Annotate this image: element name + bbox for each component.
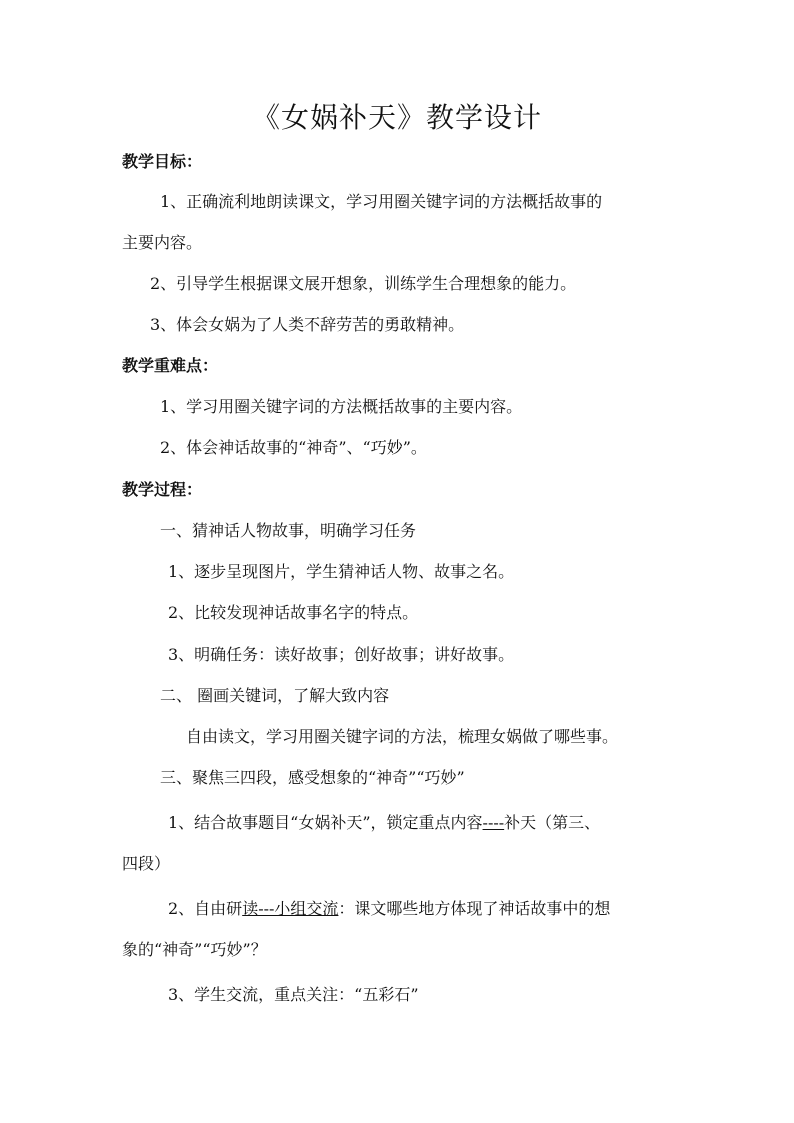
process-section-1-item-2: 2、比较发现神话故事名字的特点。 [168, 603, 419, 622]
s3-item1-text-a: 1、结合故事题目“女娲补天”，锁定重点内容 [168, 813, 483, 832]
process-section-3: 三、聚焦三四段，感受想象的“神奇”“巧妙” [160, 768, 465, 787]
goal-item-3: 3、体会女娲为了人类不辞劳苦的勇敢精神。 [150, 315, 465, 334]
process-section-1-item-1: 1、逐步呈现图片，学生猜神话人物、故事之名。 [168, 562, 515, 581]
page-title: 《女娲补天》教学设计 [251, 101, 542, 134]
s3-item2-text-a: 2、自由研 [168, 899, 243, 918]
keypoints-heading: 教学重难点： [122, 356, 219, 375]
goals-heading: 教学目标： [122, 152, 203, 171]
s3-item1-text-c: 补天（第三、 [504, 813, 601, 832]
s3-item1-dashes: ---- [482, 813, 505, 832]
process-section-2: 二、 圈画关键词，了解大致内容 [160, 686, 390, 705]
process-section-3-item-2-line-1 [168, 897, 610, 921]
process-section-2-text: 自由读文，学习用圈关键字词的方法，梳理女娲做了哪些事。 [186, 727, 619, 746]
process-section-3-item-2-line-2: 象的“神奇”“巧妙”？ [122, 940, 267, 959]
process-heading: 教学过程： [122, 480, 203, 499]
keypoint-item-2: 2、体会神话故事的“神奇”、“巧妙”。 [160, 438, 427, 457]
keypoint-item-1: 1、学习用圈关键字词的方法概括故事的主要内容。 [160, 397, 523, 416]
process-section-3-item-1-line-2: 四段） [122, 854, 171, 873]
goal-item-1-line-1: 1、正确流利地朗读课文，学习用圈关键字词的方法概括故事的 [160, 192, 603, 211]
goal-item-1-line-2: 主要内容。 [122, 233, 203, 252]
s3-item2-underlined: 读---小组交流 [242, 899, 339, 918]
process-section-3-item-3: 3、学生交流，重点关注：“五彩石” [168, 985, 419, 1004]
process-section-1-item-3: 3、明确任务：读好故事；创好故事；讲好故事。 [168, 645, 515, 664]
goal-item-2: 2、引导学生根据课文展开想象，训练学生合理想象的能力。 [150, 274, 577, 293]
process-section-3-item-1-line-1 [168, 811, 600, 835]
s3-item2-text-c: ：课文哪些地方体现了神话故事中的想 [338, 899, 611, 918]
process-section-1: 一、猜神话人物故事，明确学习任务 [160, 521, 417, 540]
